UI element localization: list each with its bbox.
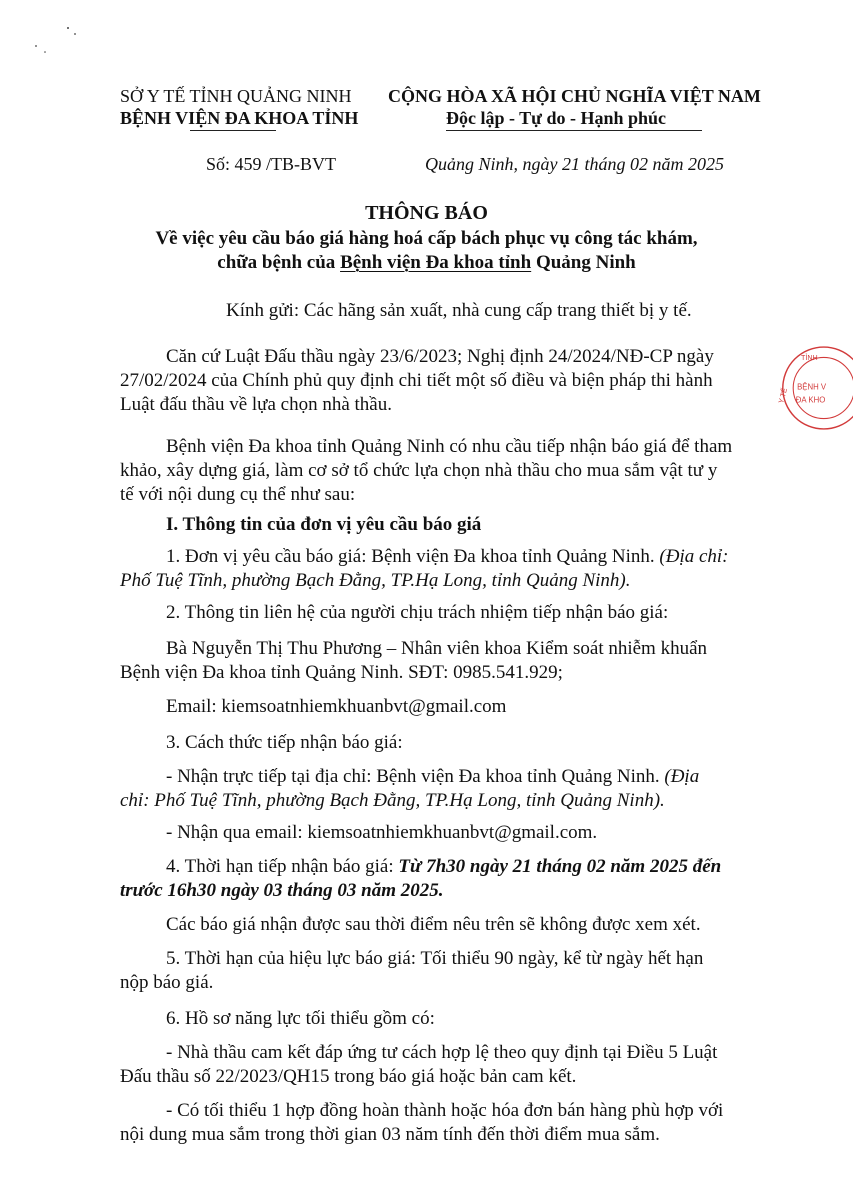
- item-6b-line1: - Có tối thiểu 1 hợp đồng hoàn thành hoặc hóa đơn bán hàng phù hợp với: [166, 1100, 724, 1121]
- item-3a-address-label: (Địa: [664, 766, 700, 787]
- item-3a-line1: [166, 766, 699, 788]
- item-1-line1: [166, 546, 729, 568]
- stamp-text-top: TỈNH: [801, 354, 818, 363]
- subtitle-part-a: chữa bệnh của: [217, 252, 341, 273]
- item-4-line2: trước 16h30 ngày 03 tháng 03 năm 2025.: [120, 880, 444, 901]
- purpose-line1: Bệnh viện Đa khoa tỉnh Quảng Ninh có nhu cầu tiếp nhận báo giá để tham: [166, 436, 733, 457]
- notice-subtitle-line1: Về việc yêu cầu báo giá hàng hoá cấp bách phục vụ công tác khám,: [155, 228, 698, 249]
- item-6a-line2: Đấu thầu số 22/2023/QH15 trong báo giá hoặc bản cam kết.: [120, 1066, 577, 1087]
- legal-basis-line2: 27/02/2024 của Chính phủ quy định chi tiết một số điều và biện pháp thi hành: [120, 370, 713, 391]
- stamp-text-side: Y TẾ: [777, 387, 790, 405]
- item-4-label: 4. Thời hạn tiếp nhận báo giá:: [166, 856, 399, 877]
- stamp-text-mid2: ĐA KHO: [795, 395, 826, 405]
- national-title: CỘNG HÒA XÃ HỘI CHỦ NGHĨA VIỆT NAM: [388, 86, 761, 106]
- national-motto: Độc lập - Tự do - Hạnh phúc: [446, 108, 667, 128]
- item-6: 6. Hồ sơ năng lực tối thiểu gồm có:: [166, 1008, 435, 1029]
- item-2: 2. Thông tin liên hệ của người chịu trách nhiệm tiếp nhận báo giá:: [166, 602, 669, 623]
- item-5-line1: 5. Thời hạn của hiệu lực báo giá: Tối thiểu 90 ngày, kể từ ngày hết hạn: [166, 948, 704, 969]
- item-1-address-label: (Địa chỉ:: [659, 546, 729, 567]
- section-1-heading: I. Thông tin của đơn vị yêu cầu báo giá: [166, 514, 482, 535]
- hospital-name-underline: [190, 130, 276, 131]
- item-3a-line2: chỉ: Phố Tuệ Tĩnh, phường Bạch Đằng, TP.Hạ Long, tỉnh Quảng Ninh).: [120, 790, 665, 811]
- item-4-line1: [166, 856, 721, 878]
- item-4-note: Các báo giá nhận được sau thời điểm nêu trên sẽ không được xem xét.: [166, 914, 701, 935]
- notice-subtitle-line2: [0, 252, 853, 274]
- item-3a-text: - Nhận trực tiếp tại địa chỉ: Bệnh viện Đa khoa tỉnh Quảng Ninh.: [166, 766, 665, 787]
- item-3: 3. Cách thức tiếp nhận báo giá:: [166, 732, 403, 753]
- item-6b-line2: nội dung mua sắm trong thời gian 03 năm tính đến thời điểm mua sắm.: [120, 1124, 660, 1145]
- notice-title: THÔNG BÁO: [365, 202, 488, 224]
- item-1-line2: Phố Tuệ Tĩnh, phường Bạch Đằng, TP.Hạ Long, tỉnh Quảng Ninh).: [120, 570, 631, 591]
- legal-basis-line1: Căn cứ Luật Đấu thầu ngày 23/6/2023; Nghị định 24/2024/NĐ-CP ngày: [166, 346, 714, 367]
- subtitle-part-hospital: Bệnh viện Đa khoa tỉnh: [340, 252, 532, 273]
- agency-name: SỞ Y TẾ TỈNH QUẢNG NINH: [120, 86, 352, 106]
- stamp-text-mid1: BỆNH V: [797, 382, 827, 392]
- hospital-name: BỆNH VIỆN ĐA KHOA TỈNH: [120, 108, 359, 128]
- item-3b: - Nhận qua email: kiemsoatnhiemkhuanbvt@gmail.com.: [166, 822, 598, 843]
- national-motto-underline: [446, 130, 702, 131]
- legal-basis-line3: Luật đấu thầu về lựa chọn nhà thầu.: [120, 394, 392, 415]
- hospital-seal-stamp: [775, 318, 853, 458]
- item-6a-line1: - Nhà thầu cam kết đáp ứng tư cách hợp lệ theo quy định tại Điều 5 Luật: [166, 1042, 718, 1063]
- purpose-line3: tế với nội dung cụ thể như sau:: [120, 484, 356, 505]
- contact-line2: Bệnh viện Đa khoa tỉnh Quảng Ninh. SĐT: 0985.541.929;: [120, 662, 563, 683]
- document-number: Số: 459 /TB-BVT: [206, 154, 337, 174]
- subtitle-part-c: Quảng Ninh: [531, 252, 636, 273]
- document-date: Quảng Ninh, ngày 21 tháng 02 năm 2025: [425, 154, 724, 174]
- purpose-line2: khảo, xây dựng giá, làm cơ sở tổ chức lựa chọn nhà thầu cho mua sắm vật tư y: [120, 460, 718, 481]
- item-1-text: 1. Đơn vị yêu cầu báo giá: Bệnh viện Đa khoa tỉnh Quảng Ninh.: [166, 546, 660, 567]
- contact-line1: Bà Nguyễn Thị Thu Phương – Nhân viên khoa Kiểm soát nhiễm khuẩn: [166, 638, 708, 659]
- item-4-deadline-start: Từ 7h30 ngày 21 tháng 02 năm 2025 đến: [398, 856, 722, 877]
- recipient-line: Kính gửi: Các hãng sản xuất, nhà cung cấp trang thiết bị y tế.: [226, 300, 692, 321]
- contact-email: Email: kiemsoatnhiemkhuanbvt@gmail.com: [166, 696, 507, 717]
- item-5-line2: nộp báo giá.: [120, 972, 214, 993]
- scan-specks: [28, 22, 88, 62]
